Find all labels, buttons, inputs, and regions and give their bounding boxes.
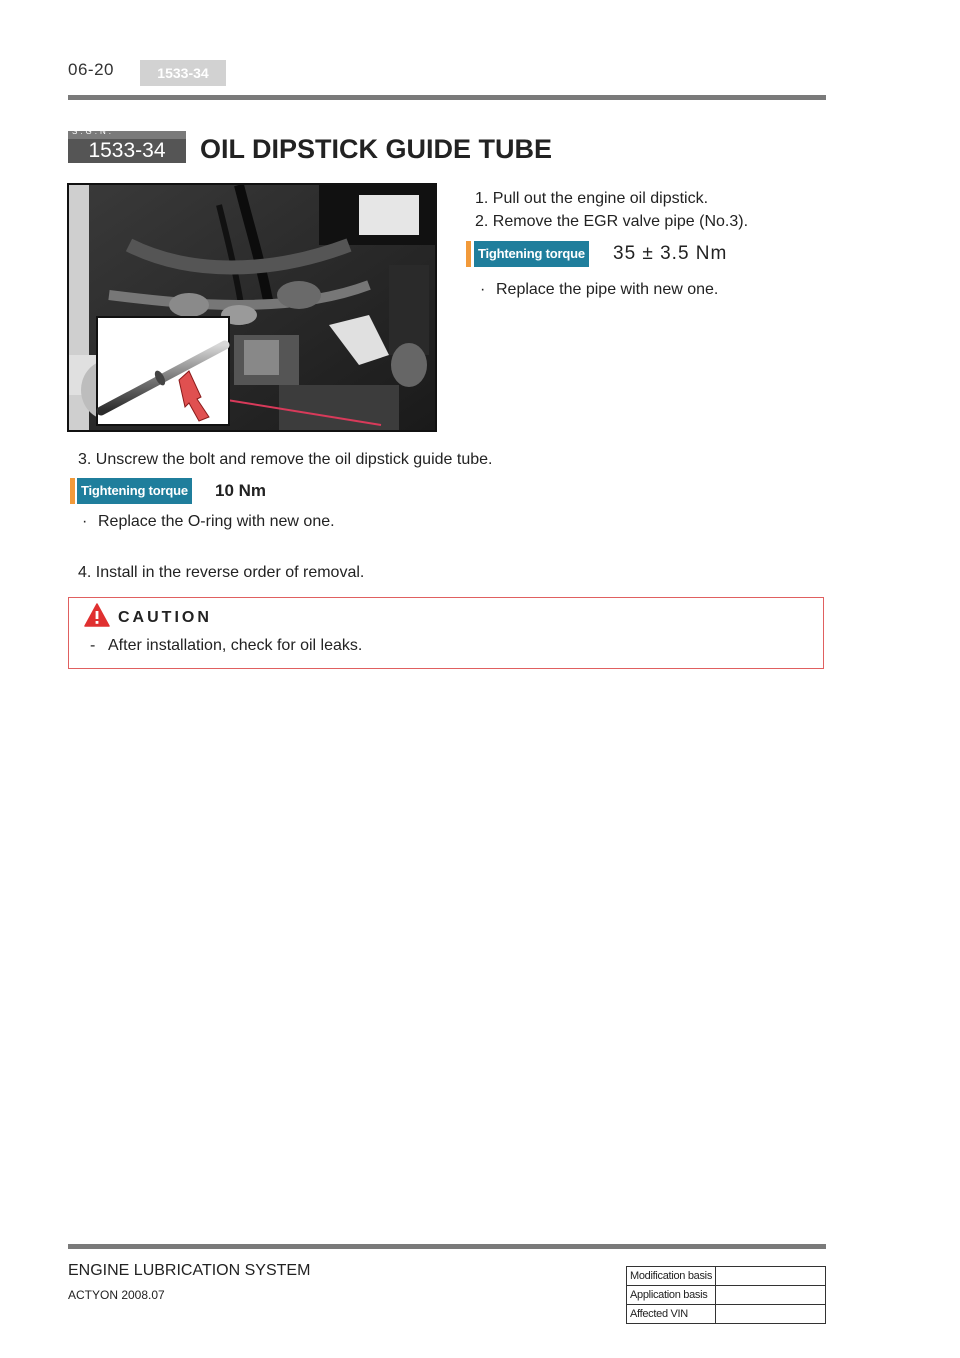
revision-label: Modification basis	[627, 1267, 716, 1286]
sgn-label: S.G.N.	[72, 127, 115, 136]
revision-table	[626, 1266, 826, 1324]
footer-model: ACTYON 2008.07	[68, 1288, 165, 1302]
caution-dash: -	[90, 637, 96, 654]
section-title: OIL DIPSTICK GUIDE TUBE	[200, 134, 553, 164]
torque-value: 10 Nm	[215, 481, 267, 500]
page-number: 06-20	[68, 60, 114, 79]
revision-value	[716, 1286, 826, 1305]
revision-value	[716, 1267, 826, 1286]
bullet-1-text: Replace the pipe with new one.	[496, 281, 719, 298]
caution-box	[68, 597, 824, 669]
table-row	[627, 1286, 826, 1305]
table-row	[627, 1305, 826, 1324]
footer-rule	[68, 1244, 826, 1249]
bullet-mark: ·	[480, 281, 486, 298]
caution-text: After installation, check for oil leaks.	[108, 637, 363, 654]
bullet-2-text: Replace the O-ring with new one.	[98, 513, 335, 530]
step-1: 1. Pull out the engine oil dipstick.	[475, 190, 709, 207]
section-code: 1533-34	[88, 139, 166, 162]
step-3: 3. Unscrew the bolt and remove the oil dipstick guide tube.	[78, 451, 493, 468]
header-rule	[68, 95, 826, 100]
bullet-mark: ·	[82, 513, 88, 530]
torque-accent-bar	[466, 241, 471, 267]
torque-accent-bar	[70, 478, 75, 504]
warning-triangle-icon	[84, 603, 110, 632]
table-row	[627, 1267, 826, 1286]
revision-label: Affected VIN	[627, 1305, 716, 1324]
footer-title: ENGINE LUBRICATION SYSTEM	[68, 1262, 311, 1279]
torque-badge: Tightening torque	[474, 241, 589, 267]
revision-value	[716, 1305, 826, 1324]
engine-photo	[67, 183, 437, 432]
step-2: 2. Remove the EGR valve pipe (No.3).	[475, 213, 749, 230]
torque-badge: Tightening torque	[77, 478, 192, 504]
revision-label: Application basis	[627, 1286, 716, 1305]
header-section-tag: 1533-34	[140, 60, 226, 86]
caution-title: CAUTION	[118, 609, 212, 626]
step-4: 4. Install in the reverse order of removal.	[78, 564, 365, 581]
torque-value: 35 ± 3.5 Nm	[613, 243, 728, 264]
